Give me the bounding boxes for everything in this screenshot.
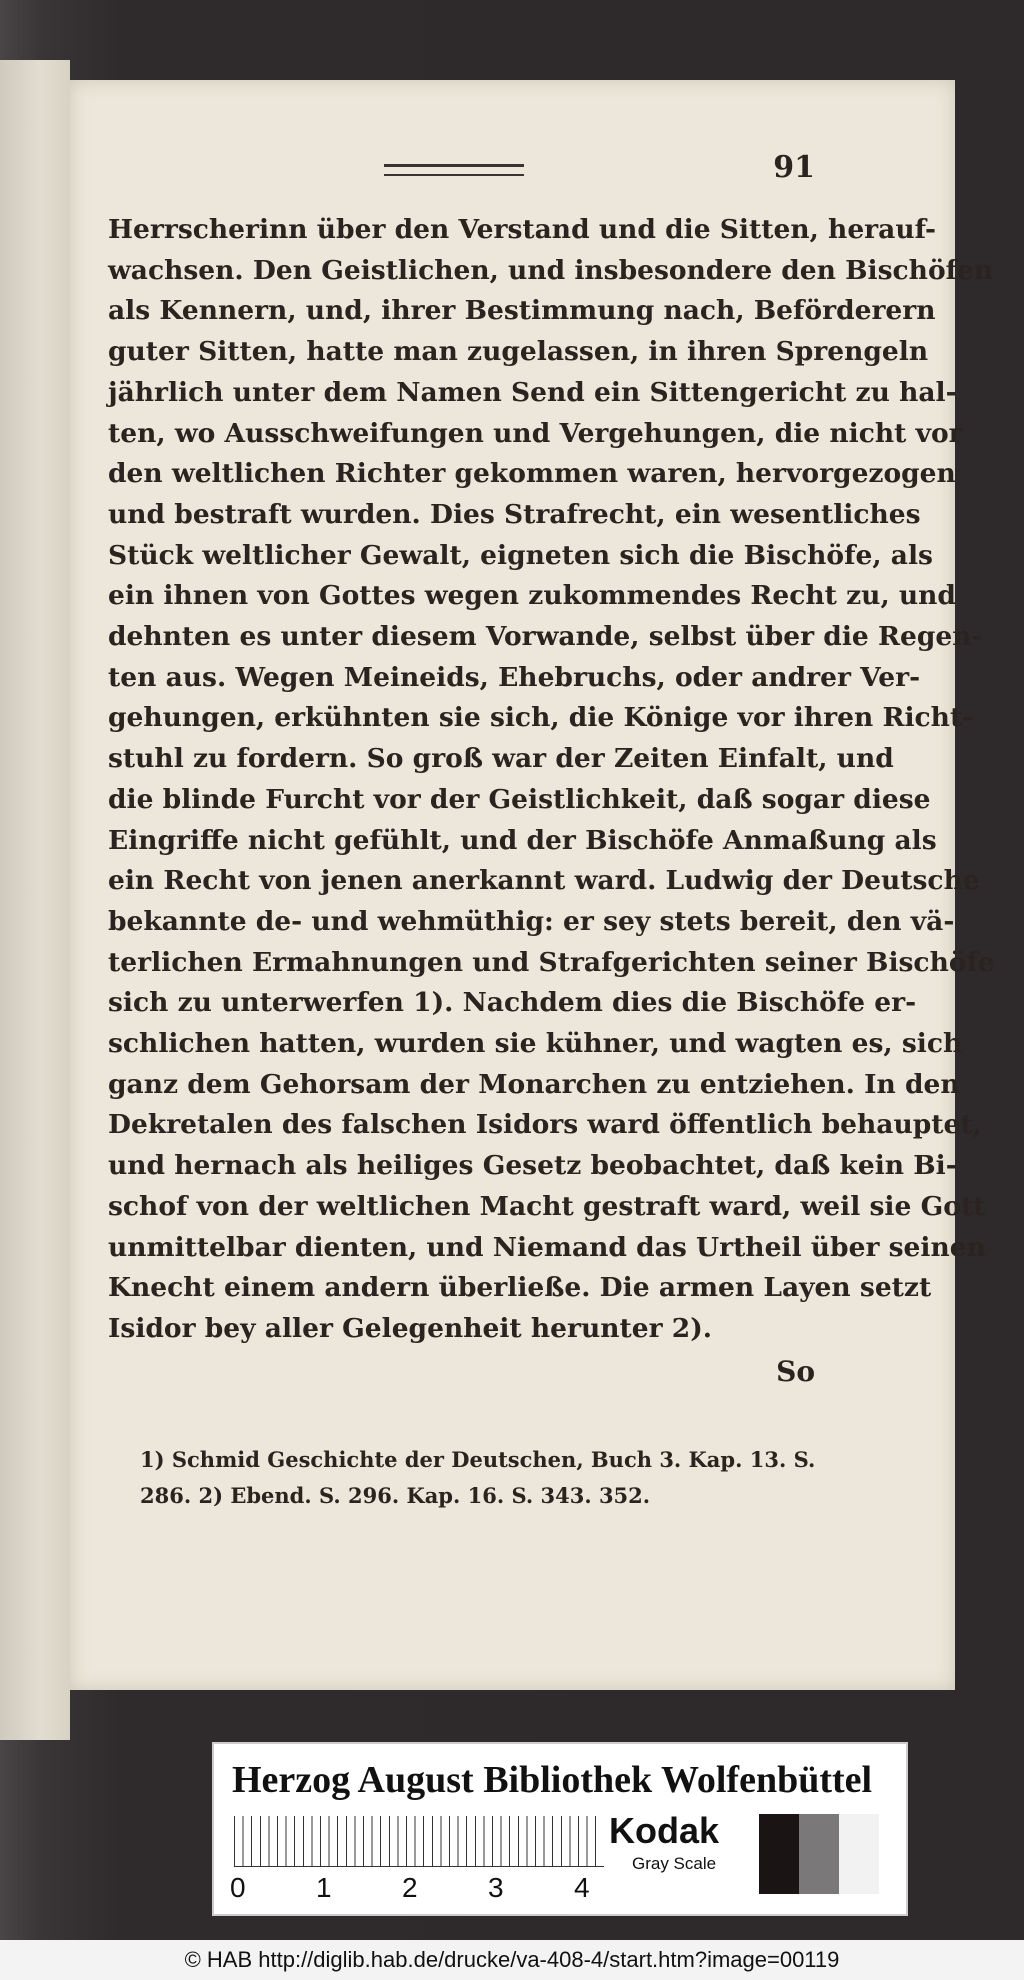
text-line: schof von der weltlichen Macht gestraft ward, weil sie Gott [108, 1190, 986, 1222]
ruler-number: 3 [488, 1872, 504, 1903]
text-line: dehnten es unter diesem Vorwande, selbst über die Regen- [108, 621, 983, 653]
text-line: Stück weltlicher Gewalt, eigneten sich die Bischöfe, als [108, 539, 933, 571]
gray-swatch [839, 1814, 879, 1894]
ruler-scale [234, 1816, 604, 1867]
text-line: ten aus. Wegen Meineids, Ehebruchs, oder andrer Ver- [108, 661, 921, 693]
text-line: ten, wo Ausschweifungen und Vergehungen, die nicht vor [108, 417, 963, 449]
text-line: unmittelbar dienten, und Niemand das Urtheil über seinen [108, 1231, 986, 1263]
text-line: den weltlichen Richter gekommen waren, hervorgezogen [108, 458, 956, 490]
ruler-numbers [230, 1872, 610, 1906]
text-line: die blinde Furcht vor der Geistlichkeit, daß sogar diese [108, 783, 931, 815]
text-line: jährlich unter dem Namen Send ein Sittengericht zu hal- [108, 376, 957, 408]
text-line: ganz dem Gehorsam der Monarchen zu entziehen. In den [108, 1068, 960, 1100]
text-line: ein ihnen von Gottes wegen zukommendes Recht zu, und [108, 580, 956, 612]
text-line: und bestraft wurden. Dies Strafrecht, ein wesentliches [108, 498, 921, 530]
gray-swatch [759, 1814, 799, 1894]
page-number: 91 [773, 150, 815, 185]
color-calibration-bar [212, 1742, 908, 1916]
footnote-line: 286. 2) Ebend. S. 296. Kap. 16. S. 343. 352. [140, 1483, 651, 1508]
text-line: sich zu unterwerfen 1). Nachdem dies die Bischöfe er- [108, 987, 917, 1019]
kodak-logo: Kodak [609, 1810, 720, 1851]
text-line: Dekretalen des falschen Isidors ward öffentlich behauptet, [108, 1109, 982, 1141]
ruler-number: 4 [574, 1872, 590, 1903]
library-name: Herzog August Bibliothek Wolfenbüttel [232, 1759, 873, 1801]
body-text [108, 210, 995, 1350]
previous-page-edge [0, 60, 70, 1740]
text-line: als Kennern, und, ihrer Bestimmung nach, Beförderern [108, 295, 936, 327]
header-rule [384, 164, 524, 176]
book-page [70, 80, 995, 1690]
ruler-number: 0 [230, 1872, 246, 1903]
text-line: bekannte de- und wehmüthig: er sey stets bereit, den vä- [108, 905, 955, 937]
text-line: wachsen. Den Geistlichen, und insbesondere den Bischöfen [108, 254, 994, 286]
text-line: Herrscherinn über den Verstand und die Sitten, herauf- [108, 214, 937, 245]
text-line: ein Recht von jenen anerkannt ward. Ludwig der Deutsche [108, 865, 980, 897]
ruler-number: 1 [316, 1872, 332, 1903]
footnote-line: 1) Schmid Geschichte der Deutschen, Buch 3. Kap. 13. S. [140, 1447, 816, 1472]
text-line: Knecht einem andern überließe. Die armen Layen setzt [108, 1272, 932, 1304]
text-line: guter Sitten, hatte man zugelassen, in ihren Sprengeln [108, 336, 929, 368]
text-line: terlichen Ermahnungen und Strafgerichten seiner Bischöfe [108, 946, 995, 978]
text-line: und hernach als heiliges Gesetz beobachtet, daß kein Bi- [108, 1150, 957, 1182]
text-line: Eingriffe nicht gefühlt, und der Bischöfe Anmaßung als [108, 824, 937, 856]
text-line: gehungen, erkühnten sie sich, die Könige vor ihren Richt- [108, 702, 974, 734]
text-line: stuhl zu fordern. So groß war der Zeiten Einfalt, und [108, 743, 894, 775]
footer-bar [0, 1940, 1024, 1980]
ruler-number: 2 [402, 1872, 418, 1903]
copyright-link[interactable]: © HAB http://diglib.hab.de/drucke/va-408-4/start.htm?image=00119 [184, 1947, 840, 1972]
text-line: Isidor bey aller Gelegenheit herunter 2). [108, 1312, 712, 1344]
text-line: schlichen hatten, wurden sie kühner, und wagten es, sich [108, 1028, 963, 1060]
gray-swatch [799, 1814, 839, 1894]
footnotes [140, 1442, 820, 1514]
catchword: So [776, 1355, 815, 1388]
gray-scale-label: Gray Scale [632, 1854, 717, 1873]
